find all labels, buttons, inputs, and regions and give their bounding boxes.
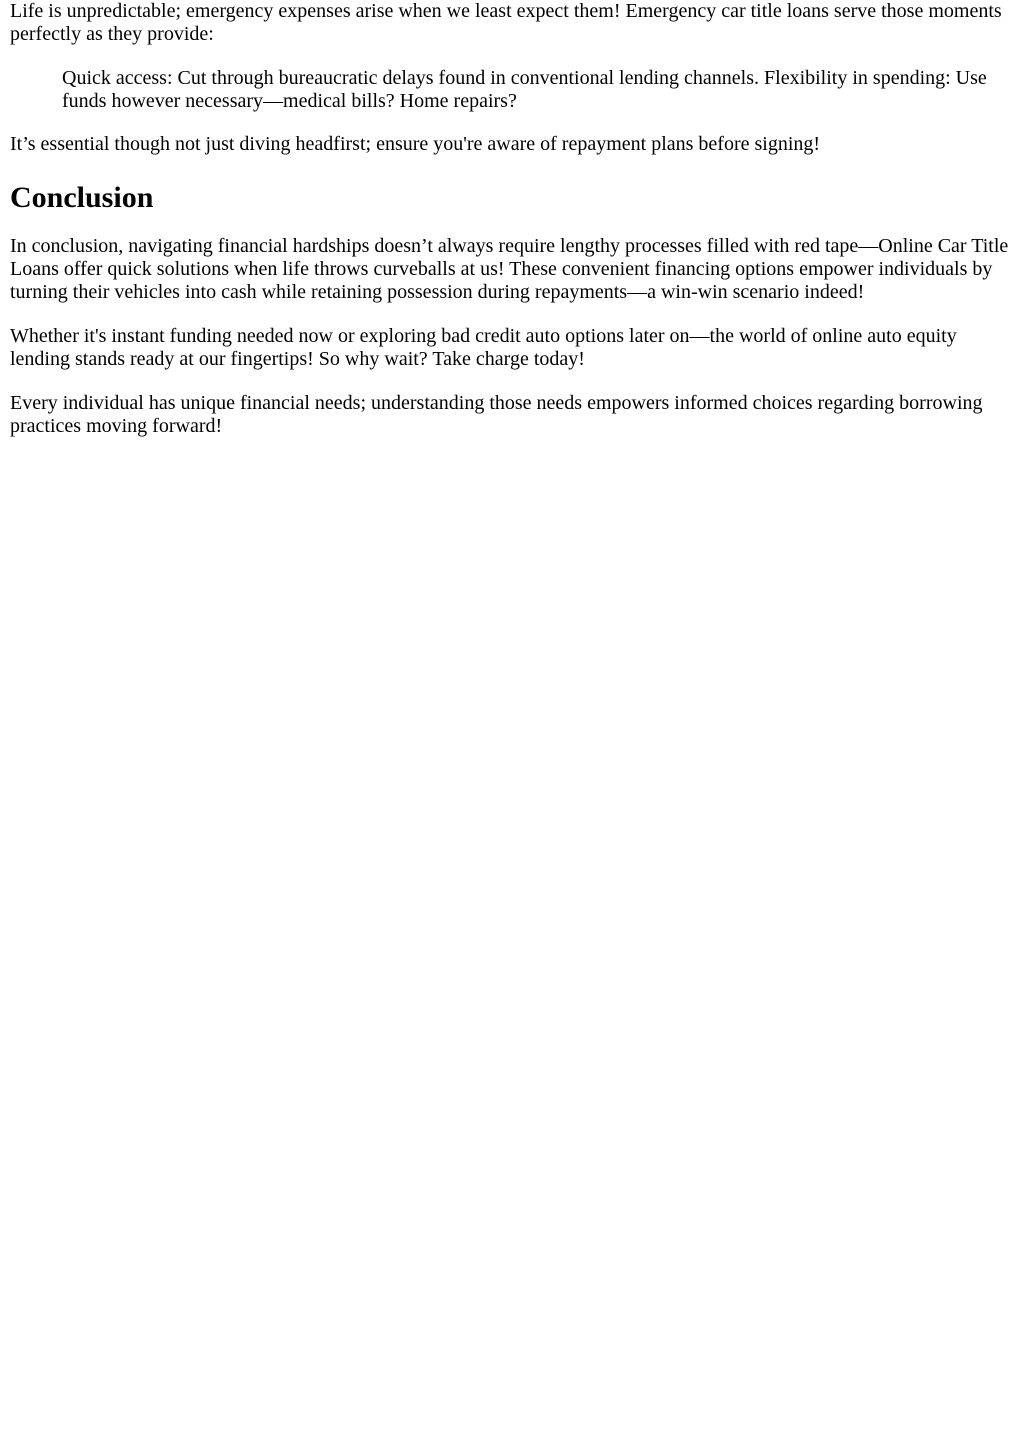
conclusion-paragraph-2: Whether it's instant funding needed now or exploring bad credit auto options later on—the world of online auto equity lending stands ready at our fingertips! So why wait? Take charge today!	[10, 325, 957, 370]
intro-paragraph: Life is unpredictable; emergency expenses arise when we least expect them! Emergency car title loans serve those moments perfectly as they provide:	[10, 0, 1002, 45]
conclusion-paragraph-1: In conclusion, navigating financial hardships doesn’t always require lengthy processes filled with red tape—Online Car Title Loans offer quick solutions when life throws curveballs at us! These convenient financing options empower individuals by turning their vehicles into cash while retaining possession during repayments—a win-win scenario indeed!	[10, 235, 1009, 303]
conclusion-paragraph-3: Every individual has unique financial needs; understanding those needs empowers informed choices regarding borrowing practices moving forward!	[10, 392, 983, 437]
conclusion-heading: Conclusion	[10, 181, 154, 214]
benefits-blockquote: Quick access: Cut through bureaucratic delays found in conventional lending channels. Flexibility in spending: Use funds however necessary—medical bills? Home repairs?	[62, 67, 987, 112]
repayment-warning-paragraph: It’s essential though not just diving headfirst; ensure you're aware of repayment plans before signing!	[10, 133, 821, 155]
article-body	[0, 0, 1024, 438]
